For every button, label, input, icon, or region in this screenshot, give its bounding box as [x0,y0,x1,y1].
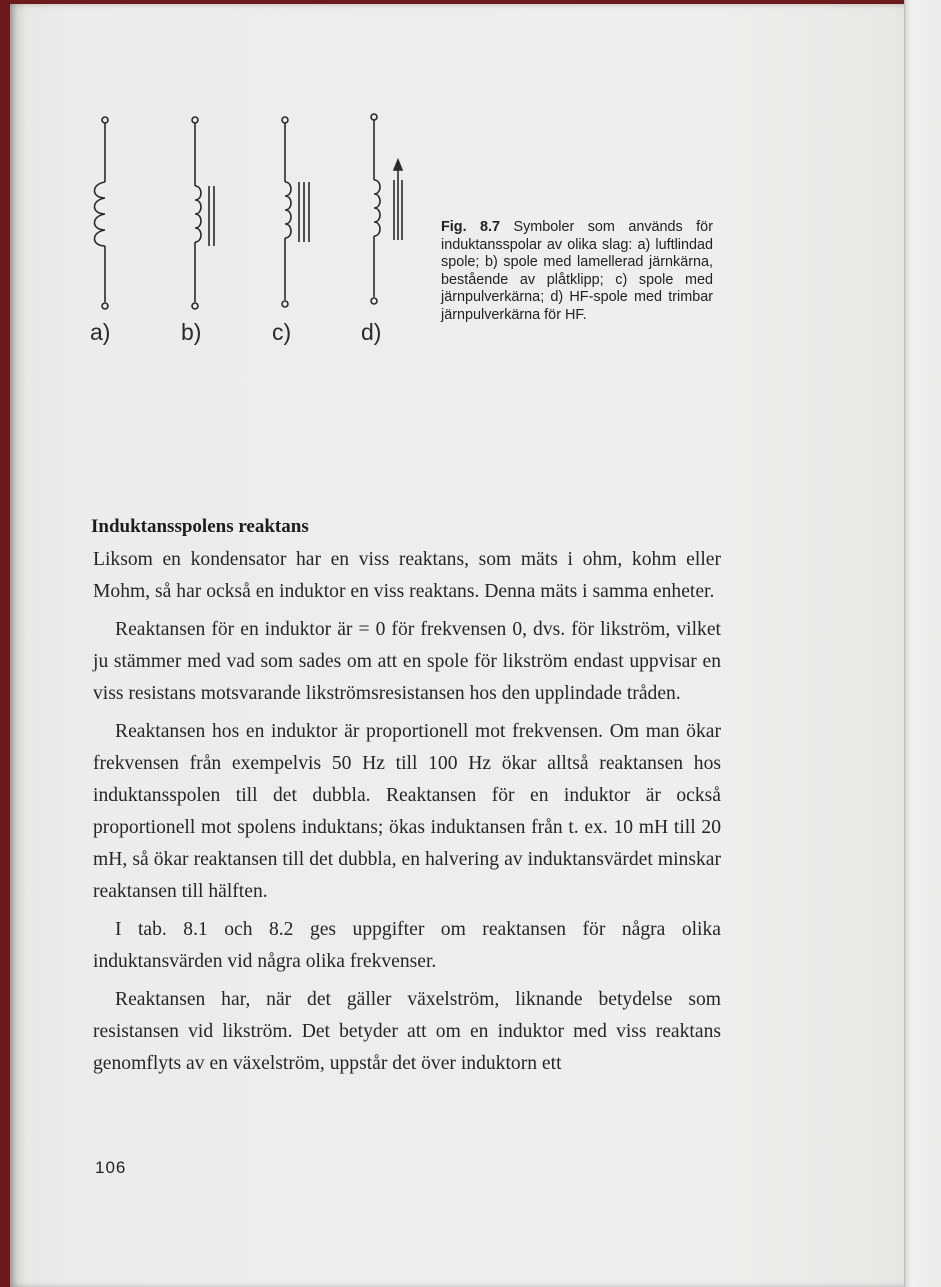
paragraph: Reaktansen hos en induktor är proportionell mot frekvensen. Om man ökar frekvensen från exempelvis 50 Hz till 100 Hz ökar alltså reaktansen hos induktansspolen till det dubbla. Reaktansen för en induktor är också proportionell mot spolens induktans; ökas induktansen från t. ex. 10 mH till 20 mH, så ökar reaktansen till det dubbla, en halvering av induktansvärdet minskar reaktansen till hälften. [93,721,721,902]
figure-label-c: c) [272,319,292,345]
powder-core-inductor-symbol [282,117,309,307]
figure-label-d: d) [361,319,382,345]
paragraph: Reaktansen för en induktor är = 0 för frekvensen 0, dvs. för likström, vilket ju stämmer med vad som sades om att en spole för likström endast uppvisar en viss resistans motsvarande likströmsresistansen hos den upplindade tråden. [93,619,721,704]
figure-caption [441,219,713,325]
figure-caption-text: Symboler som används för induktansspolar av olika slag: a) luftlindad spole; b) spole med lamellerad järnkärna, bestående av plåtklipp; c) spole med järnpulverkärna; d) HF-spole med trimbar järnpulverkärna för HF. [441,219,713,323]
figure-number: Fig. 8.7 [441,219,501,235]
body-text [93,544,721,1086]
page-edge [904,0,941,1287]
inductor-symbols-figure [78,100,418,350]
paragraph: I tab. 8.1 och 8.2 ges uppgifter om reaktansen för några olika induktansvärden vid några olika frekvenser. [93,919,721,972]
hf-trimmable-inductor-symbol [371,114,402,304]
paragraph: Liksom en kondensator har en viss reaktans, som mäts i ohm, kohm eller Mohm, så har också en induktor en viss reaktans. Denna mäts i samma enheter. [93,549,721,602]
figure-label-b: b) [181,319,202,345]
section-heading: Induktansspolens reaktans [91,516,309,537]
page-number: 106 [95,1158,127,1177]
air-core-inductor-symbol [95,117,109,309]
figure-label-a: a) [90,319,111,345]
paragraph: Reaktansen har, när det gäller växelström, liknande betydelse som resistansen vid likström. Det betyder att om en induktor med viss reaktans genomflyts av en växelström, uppstår det över induktorn ett [93,989,721,1074]
iron-core-inductor-symbol [192,117,214,309]
